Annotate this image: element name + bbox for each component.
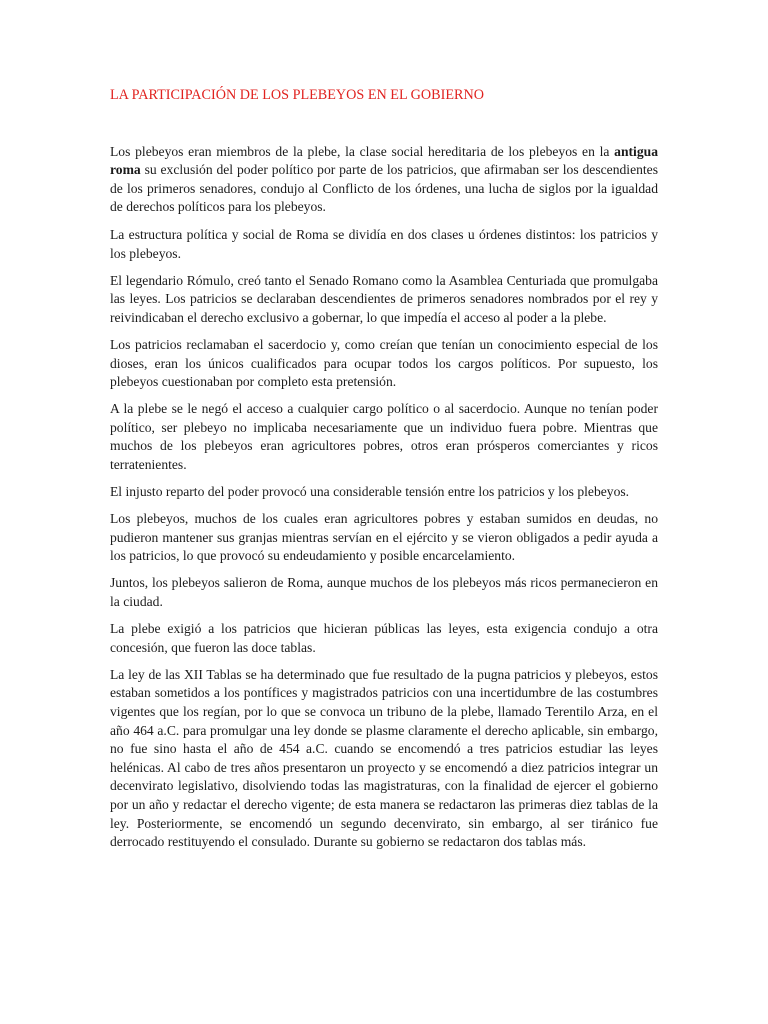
- senado-romano-link[interactable]: Senado Romano: [308, 272, 399, 288]
- document-title: LA PARTICIPACIÓN DE LOS PLEBEYOS EN EL GOBIERNO: [110, 87, 484, 103]
- document-page: [110, 86, 658, 860]
- paragraph-8: Juntos, los plebeyos salieron de Roma, aunque muchos de los plebeyos más ricos permanecieron en la ciudad.: [110, 575, 658, 610]
- paragraph-1-text-b: su exclusión del poder político por parte de los patricios, que afirmaban ser los descendientes de los primeros senadores, condujo al Conflicto de los órdenes, una lucha de siglos por la igualdad de derechos políticos para los plebeyos.: [110, 162, 658, 215]
- paragraph-4: Los patricios reclamaban el sacerdocio y, como creían que tenían un conocimiento especial de los dioses, eran los únicos cualificados para ocupar todos los cargos políticos. Por supuesto, los plebeyos cuestionaban por completo esta pretensión.: [110, 336, 658, 390]
- paragraph-6: El injusto reparto del poder provocó una considerable tensión entre los patricios y los plebeyos.: [110, 484, 630, 500]
- paragraph-2: La estructura política y social de Roma se dividía en dos clases u órdenes distintos: los patricios y los plebeyos.: [110, 226, 658, 261]
- paragraph-3-text-a: El legendario Rómulo, creó tanto el: [110, 272, 309, 288]
- paragraph-1: [110, 143, 658, 217]
- paragraph-5: A la plebe se le negó el acceso a cualquier cargo político o al sacerdocio. Aunque no tenían poder político, ser plebeyo no implicaba necesariamente que un individuo fuera pobre. Mientras que muchos de los plebeyos eran agricultores pobres, otros eran prósperos comerciantes y ricos terratenientes.: [110, 401, 658, 472]
- paragraph-1-text-a: Los plebeyos eran miembros de la plebe, la clase social hereditaria de los plebeyos en la: [110, 143, 615, 159]
- paragraph-10: La ley de las XII Tablas se ha determinado que fue resultado de la pugna patricios y plebeyos, estos estaban sometidos a los pontífices y magistrados patricios con una incertidumbre de las costumbres vigentes que los regían, por lo que se convoca un tribuno de la plebe, llamado Terentilo Arza, en el año 464 a.C. para promulgar una ley donde se plasme claramente el derecho aplicable, sin embargo, no fue sino hasta el año de 454 a.C. cuando se encomendó a tres patricios estudiar las leyes helénicas. Al cabo de tres años presentaron un proyecto y se encomendó a diez patricios integrar un decenvirato legislativo, disolviendo todas las magistraturas, con la finalidad de ejercer el gobierno por un año y redactar el derecho vigente; de esta manera se redactaron las primeras diez tablas de la ley. Posteriormente, se encomendó un segundo decenvirato, sin embargo, al ser tiránico fue derrocado restituyendo el consulado. Durante su gobierno se redactaron dos tablas más.: [110, 666, 658, 850]
- paragraph-3-text-b: como la Asamblea Centuriada que promulgaba las leyes. Los patricios se declaraban descendientes de primeros senadores nombrados por el rey y reivindicaban el derecho exclusivo a gobernar, lo que impedía el acceso al poder a la plebe.: [110, 272, 658, 325]
- antigua-roma-link[interactable]: antigua roma: [110, 143, 658, 178]
- paragraph-7: Los plebeyos, muchos de los cuales eran agricultores pobres y estaban sumidos en deudas, no pudieron mantener sus granjas mientras servían en el ejército y se vieron obligados a pedir ayuda a los patricios, lo que provocó su endeudamiento y posible encarcelamiento.: [110, 511, 658, 564]
- paragraph-9: La plebe exigió a los patricios que hicieran públicas las leyes, esta exigencia condujo a otra concesión, que fueron las doce tablas.: [110, 621, 658, 655]
- paragraph-3: [110, 272, 658, 328]
